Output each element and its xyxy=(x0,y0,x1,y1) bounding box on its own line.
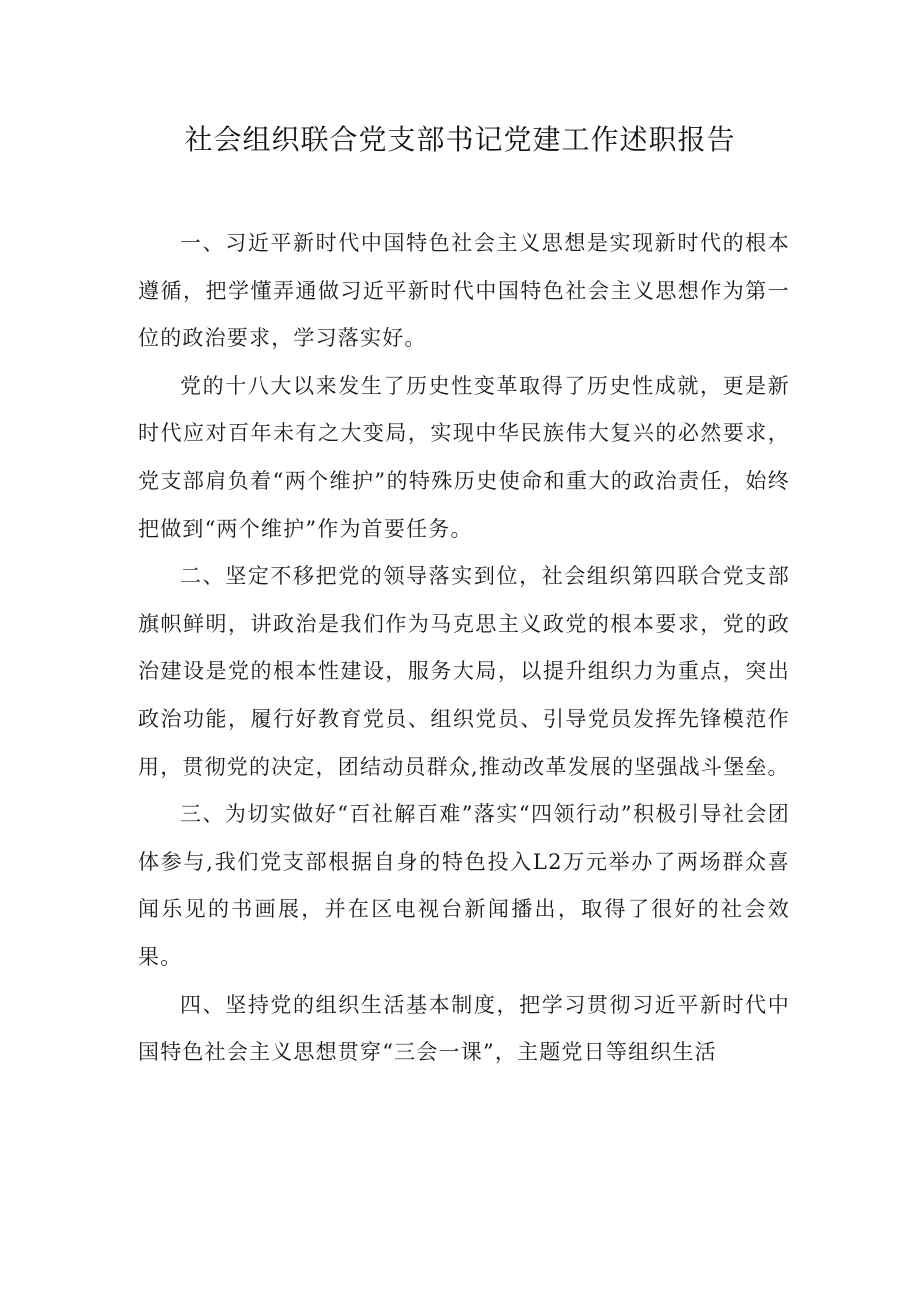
paragraph-2: 党的十八大以来发生了历史性变革取得了历史性成就，更是新时代应对百年未有之大变局，实现中华民族伟大复兴的必然要求，党支部肩负着“两个维护”的特殊历史使命和重大的政治责任，始终把做到“两个维护”作为首要任务。 xyxy=(138,373,790,541)
paragraph-3: 二、坚定不移把党的领导落实到位，社会组织第四联合党支部旗帜鲜明，讲政治是我们作为马克思主义政党的根本要求，党的政治建设是党的根本性建设，服务大局，以提升组织力为重点，突出政治功能，履行好教育党员、组织党员、引导党员发挥先锋模范作用，贯彻党的决定，团结动员群众,推动改革发展的坚强战斗堡垒。 xyxy=(138,564,790,779)
paragraph-5: 四、坚持党的组织生活基本制度，把学习贯彻习近平新时代中国特色社会主义思想贯穿“三会一课”，主题党日等组织生活 xyxy=(138,992,790,1065)
paragraph-1: 一、习近平新时代中国特色社会主义思想是实现新时代的根本遵循，把学懂弄通做习近平新时代中国特色社会主义思想作为第一位的政治要求，学习落实好。 xyxy=(138,231,790,351)
document-title: 社会组织联合党支部书记党建工作述职报告 xyxy=(184,123,736,156)
document-body xyxy=(138,220,790,1077)
paragraph-4: 三、为切实做好“百社解百难”落实“四领行动”积极引导社会团体参与,我们党支部根据自身的特色投入L2万元举办了两场群众喜闻乐见的书画展，并在区电视台新闻播出，取得了很好的社会效果。 xyxy=(138,802,790,969)
